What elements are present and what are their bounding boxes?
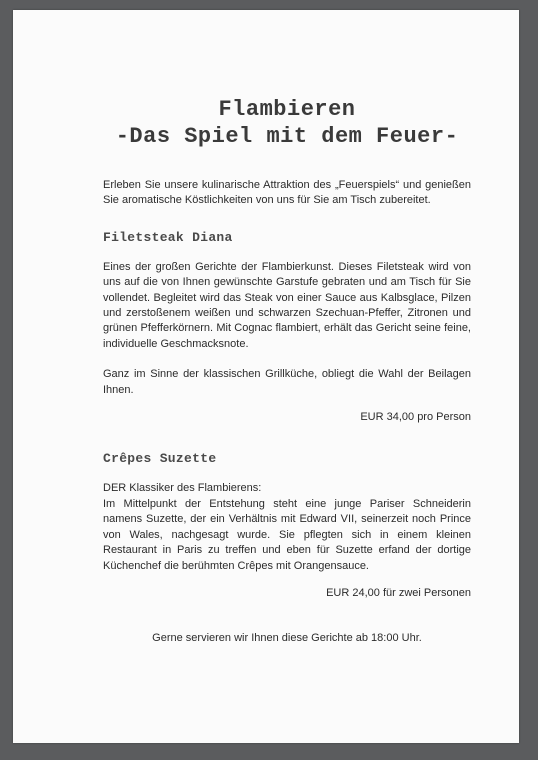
section-heading-crepes: Crêpes Suzette (103, 451, 217, 467)
title-line-2: -Das Spiel mit dem Feuer- (115, 124, 459, 149)
menu-sheet (13, 10, 519, 743)
crepes-description: Im Mittelpunkt der Entstehung steht eine junge Pariser Schneiderin namens Suzette, der ein Verhältnis mit Edward VII, seinerzeit noch Prince von Wales, nachgesagt wurde. Sie pflegten sich in einem kleinen Restaurant in Paris zu treffen und eben für Suzette erfand der dortige Küchenchef die berühmten Crêpes mit Orangensauce. (103, 497, 471, 572)
section-filetsteak (103, 229, 471, 426)
page-title (103, 96, 471, 150)
section-heading-filetsteak: Filetsteak Diana (103, 229, 233, 245)
crepes-lead: DER Klassiker des Flambierens: (103, 482, 262, 495)
footer-note: Gerne servieren wir Ihnen diese Gerichte ab 18:00 Uhr. (152, 632, 422, 645)
section-crepes (103, 450, 471, 601)
filetsteak-side-note: Ganz im Sinne der klassischen Grillküche, obliegt die Wahl der Beilagen Ihnen. (103, 368, 471, 396)
title-line-1: Flambieren (218, 97, 356, 122)
crepes-price: EUR 24,00 für zwei Personen (326, 586, 471, 599)
filetsteak-price: EUR 34,00 pro Person (360, 411, 471, 424)
intro-text: Erleben Sie unsere kulinarische Attraktion des „Feuerspiels“ und genießen Sie aromatische Köstlichkeiten von uns für Sie am Tisch zubereitet. (103, 179, 471, 207)
menu-content (103, 96, 471, 658)
filetsteak-description: Eines der großen Gerichte der Flambierkunst. Dieses Filetsteak wird von uns auf die von Ihnen gewünschte Garstufe gebraten und am Tisch für Sie vollendet. Begleitet wird das Steak von einer Sauce aus Kalbsglace, Pilzen und zerstoßenem weißen und schwarzen Szechuan-Pfeffer, Zitronen und grünen Pfefferkörnern. Mit Cognac flambiert, erhält das Gericht seine feine, individuelle Geschmacksnote. (103, 260, 471, 350)
